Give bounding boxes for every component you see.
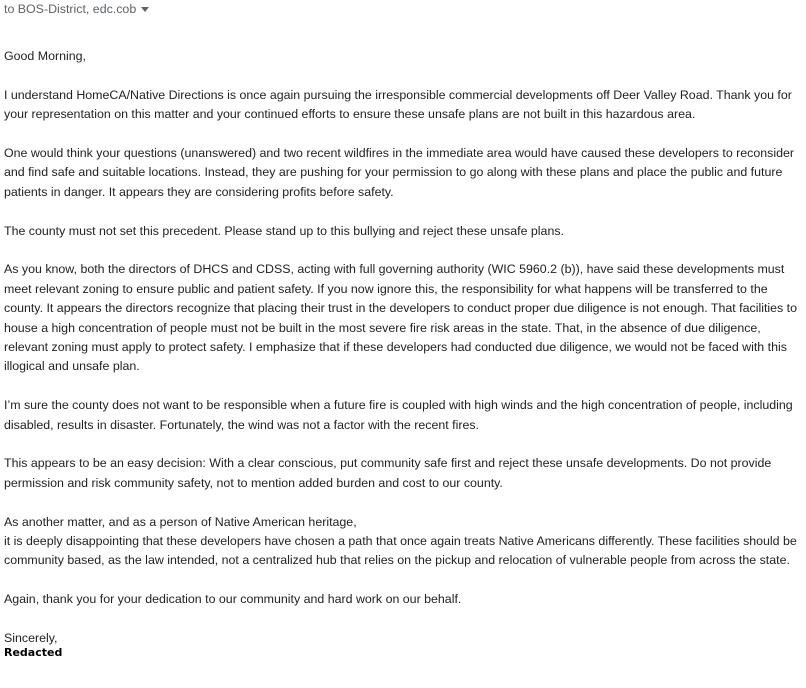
- closing-paragraph: Again, thank you for your dedication to our community and hard work on our behalf.: [4, 592, 462, 607]
- paragraph-6: This appears to be an easy decision: With a clear conscious, put community safe first and reject these unsafe developments. Do not provide permission and risk community safety, not to mention added burden and cost to our county.: [4, 456, 772, 490]
- paragraph-3: The county must not set this precedent. Please stand up to this bullying and reject these unsafe plans.: [4, 223, 564, 238]
- paragraph-1: I understand HomeCA/Native Directions is once again pursuing the irresponsible commercial developments off Deer Valley Road. Thank you for your representation on this matter and your continued efforts to ensure these unsafe plans are not built in this hazardous area.: [4, 87, 792, 122]
- chevron-down-icon[interactable]: [141, 7, 149, 12]
- paragraph-5: I’m sure the county does not want to be responsible when a future fire is coupled with high winds and the high concentration of people, including disabled, results in disaster. Fortunately, the wind was not a factor with the recent fires.: [4, 398, 793, 432]
- heritage-line-1: As another matter, and as a person of Native American heritage,: [4, 514, 357, 529]
- paragraph-4: As you know, both the directors of DHCS and CDSS, acting with full governing authority (WIC 5960.2 (b)), have said these developments must meet relevant zoning to ensure public and patient safety. If you now ignore this, the responsibility for what happens will be transferred to the county. It appears the directors recognize that placing their trust in the developers to conduct proper due diligence is not enough. That facilities to house a high concentration of people must not be built in the most severe fire risk areas in the state. That, in the absence of due diligence, relevant zoning must apply to protect safety. I emphasize that if these developers had conducted due diligence, we would not be faced with this illogical and unsafe plan.: [4, 262, 798, 374]
- heritage-paragraph: [4, 513, 802, 571]
- email-body: [4, 47, 802, 660]
- heritage-line-2: it is deeply disappointing that these developers have chosen a path that once again treats Native Americans differently. These facilities should be community based, as the law intended, not a centralized hub that relies on the pickup and relocation of vulnerable people from across the state.: [4, 534, 797, 568]
- signature: Redacted: [4, 646, 63, 660]
- recipients-text: to BOS-District, edc.cob: [4, 2, 137, 16]
- greeting: Good Morning,: [4, 49, 86, 63]
- paragraph-2: One would think your questions (unanswered) and two recent wildfires in the immediate area would have caused these developers to reconsider and find safe and suitable locations. Instead, they are pushing for your permission to go along with these plans and place the public and future patients in danger. It appears they are considering profits before safety.: [4, 146, 794, 199]
- recipients-line[interactable]: [4, 2, 149, 16]
- signoff: Sincerely,: [4, 631, 58, 646]
